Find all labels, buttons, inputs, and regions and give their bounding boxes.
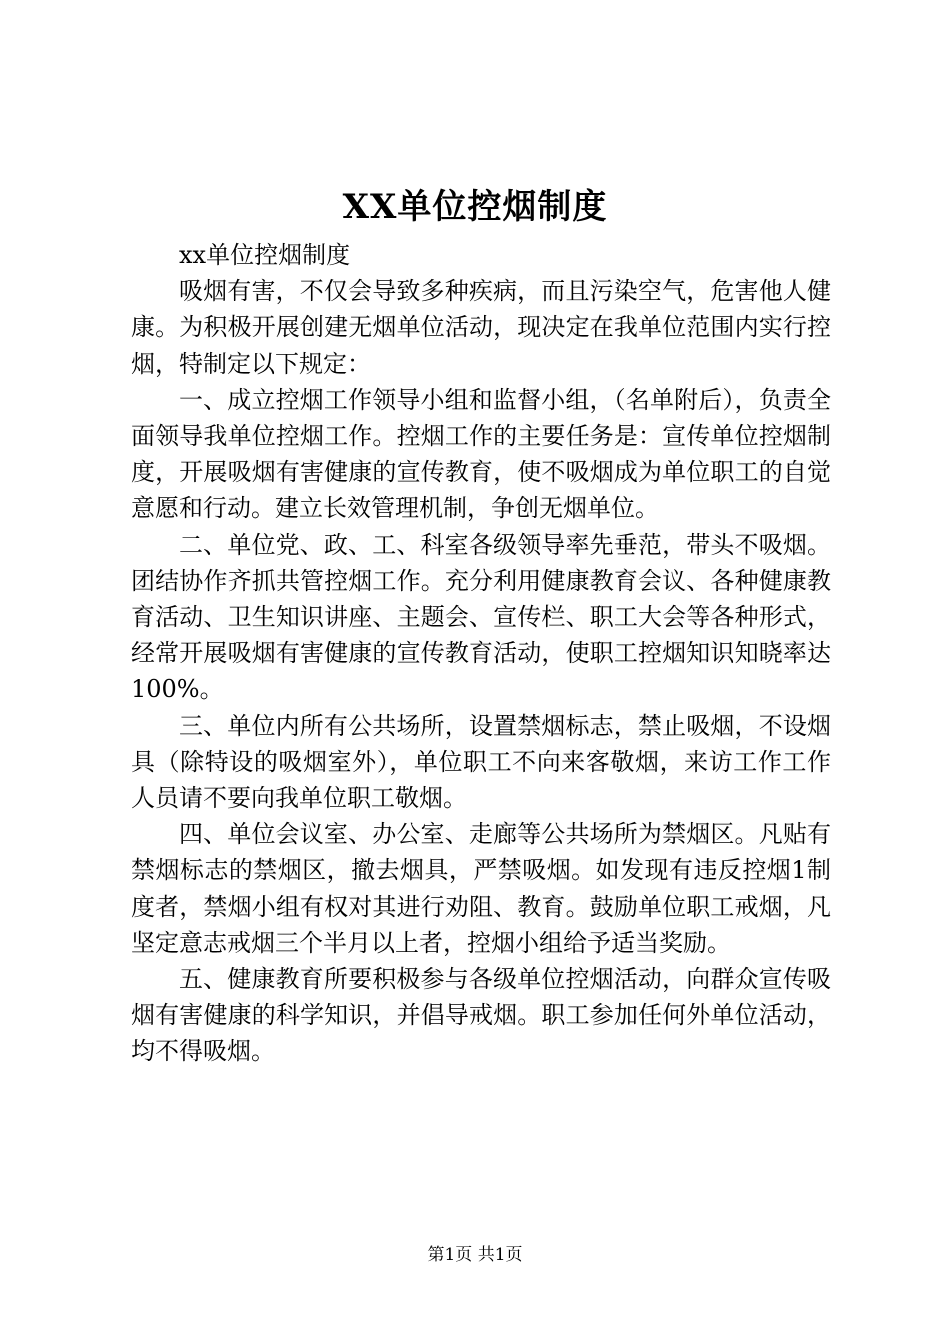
page-footer: 第1页 共1页 (427, 1245, 523, 1265)
document-body (131, 237, 831, 1070)
body-paragraph-intro: 吸烟有害，不仅会导致多种疾病，而且污染空气，危害他人健康。为积极开展创建无烟单位活动，现决定在我单位范围内实行控烟，特制定以下规定： (131, 277, 831, 378)
body-paragraph-rule-3: 三、单位内所有公共场所，设置禁烟标志，禁止吸烟，不设烟具（除特设的吸烟室外），单位职工不向来客敬烟，来访工作工作人员请不要向我单位职工敬烟。 (131, 711, 831, 813)
body-paragraph-subtitle: xx单位控烟制度 (179, 241, 351, 269)
body-paragraph-rule-4: 四、单位会议室、办公室、走廊等公共场所为禁烟区。凡贴有禁烟标志的禁烟区，撤去烟具，严禁吸烟。如发现有违反控烟1制度者，禁烟小组有权对其进行劝阻、教育。鼓励单位职工戒烟，凡坚定意志戒烟三个半月以上者，控烟小组给予适当奖励。 (131, 820, 831, 957)
document-title: XX单位控烟制度 (342, 187, 608, 227)
body-paragraph-rule-1: 一、成立控烟工作领导小组和监督小组，（名单附后），负责全面领导我单位控烟工作。控烟工作的主要任务是：宣传单位控烟制度，开展吸烟有害健康的宣传教育，使不吸烟成为单位职工的自觉意愿和行动。建立长效管理机制，争创无烟单位。 (131, 385, 831, 523)
body-paragraph-rule-5: 五、健康教育所要积极参与各级单位控烟活动，向群众宣传吸烟有害健康的科学知识，并倡导戒烟。职工参加任何外单位活动，均不得吸烟。 (131, 965, 831, 1066)
body-paragraph-rule-2: 二、单位党、政、工、科室各级领导率先垂范，带头不吸烟。团结协作齐抓共管控烟工作。充分利用健康教育会议、各种健康教育活动、卫生知识讲座、主题会、宣传栏、职工大会等各种形式，经常开展吸烟有害健康的宣传教育活动，使职工控烟知识知晓率达100%。 (131, 530, 831, 704)
